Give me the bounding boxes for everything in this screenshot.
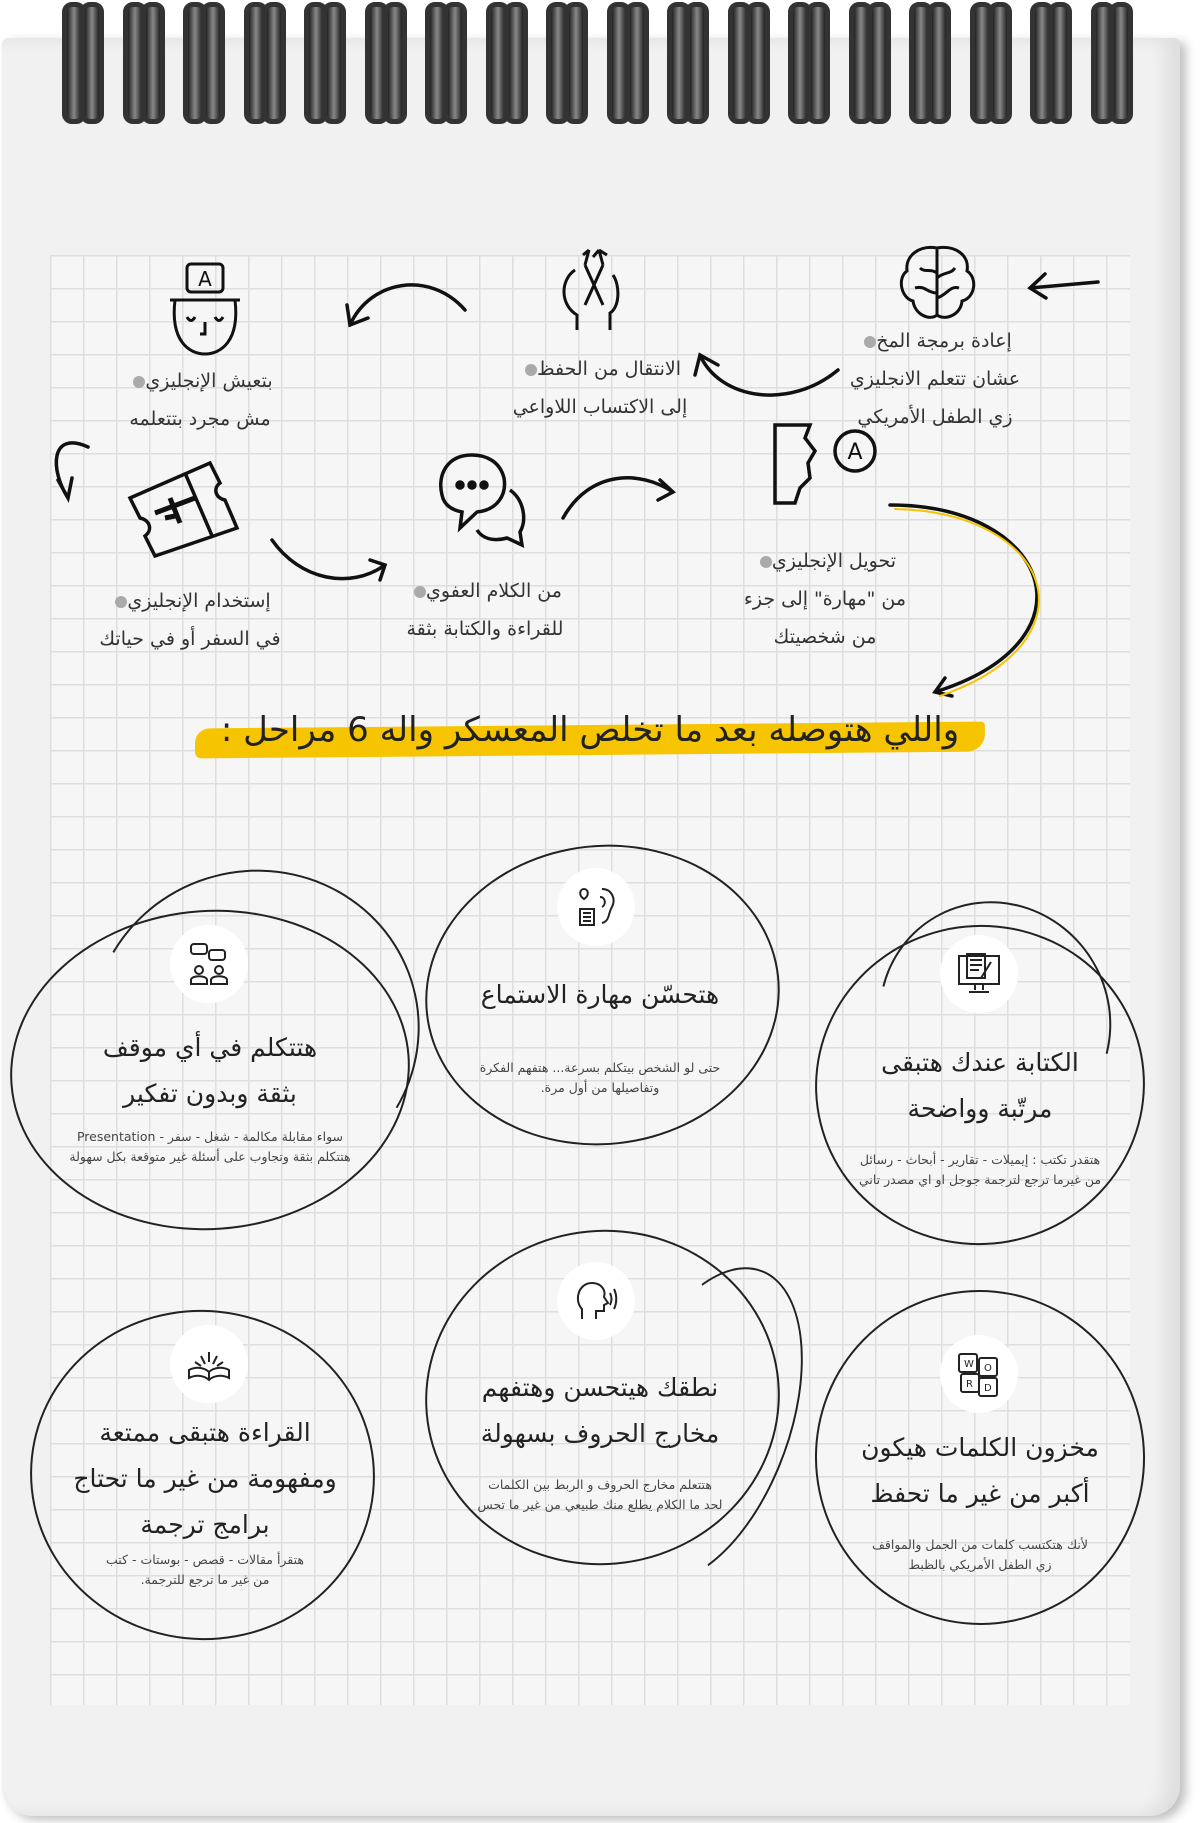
svg-text:D: D [984,1383,992,1394]
step-6-text [85,582,295,658]
brain-icon [895,243,980,323]
svg-text:O: O [984,1363,992,1374]
computer-writing-icon [940,935,1018,1013]
outcome-writing [830,1040,1130,1190]
step-5-text [380,572,590,648]
outcome-desc: حتى لو الشخص بيتكلم بسرعة... هتفهم الفكرة وتفاصيلها من أول مرة. [479,1060,721,1095]
plane-ticket-icon [125,458,245,558]
outcome-desc: لأنك هتكتسب كلمات من الجمل والمواقف زي الطفل الأمريكي بالظبط [871,1537,1088,1572]
outcome-vocabulary [830,1425,1130,1575]
outcome-title: أكبر من غير ما تحفظ [870,1479,1090,1508]
outcome-speaking [50,1025,370,1167]
step-line: عشان تتعلم الانجليزي [849,368,1021,390]
head-arrows-icon [555,245,630,330]
info-dot-icon [115,596,127,608]
outcome-desc: سواء مقابلة مكالمة - شغل - سفر - Presentation هتتكلم بثقة وتجاوب على أسئلة غير متوقعة بكل سهولة [69,1129,351,1164]
step-title: الانتقال من الحفظ [480,350,720,388]
step-line: زي الطفل الأمريكي [857,406,1013,428]
step-title: من الكلام العفوي [380,572,590,610]
arrow-4-5 [272,540,385,580]
step-title: بتعيش الإنجليزي [100,362,300,400]
outcome-title: برامج ترجمة [140,1510,270,1539]
step-title: تحويل الإنجليزي [720,542,930,580]
info-dot-icon [760,556,772,568]
outcome-desc: هتتعلم مخارج الحروف و الربط بين الكلمات لحد ما الكلام يطلع منك طبيعي من غير ما تحس [477,1477,723,1512]
headline: واللي هتوصله بعد ما تخلص المعسكر واله 6 مراحل : [220,710,960,750]
head-letter-a-icon [165,262,245,357]
outcome-title: الكتابة عندك هتبقى [881,1048,1079,1077]
step-1-text [830,322,1040,436]
step-2-text [480,350,720,426]
arrow-start [1030,274,1098,298]
step-line: للقراءة والكتابة بثقة [406,618,564,640]
step-line: من "مهارة" إلى جزء [743,588,907,610]
info-dot-icon [133,376,145,388]
conversation-people-icon [170,925,248,1003]
outcome-listening [450,972,750,1098]
outcome-title: ومفهومة من غير ما تحتاج [73,1464,337,1493]
outcome-desc: هتقرأ مقالات - قصص - بوستات - كتب من غير ما ترجع للترجمة. [105,1552,304,1587]
open-book-icon [170,1325,248,1403]
outcome-desc: هتقدر تكتب : إيميلات - تقارير - أبحاث - رسائل من غيرما ترجع لترجمة جوجل او اي مصدر تاني [858,1152,1102,1187]
step-4-text [720,542,930,656]
outcome-reading [55,1410,355,1590]
outcome-title: مرتّبة وواضحة [907,1094,1053,1123]
svg-text:A: A [847,440,863,465]
step-title: إستخدام الإنجليزي [85,582,295,620]
outcome-title: نطقك هيتحسن وهتفهم [481,1373,719,1402]
word-blocks-icon [940,1335,1018,1413]
outcome-title: مخزون الكلمات هيكون [861,1433,1099,1462]
outcome-title: مخارج الحروف بسهولة [480,1419,720,1448]
arrow-2-3 [347,285,465,325]
outcome-pronunciation [450,1365,750,1515]
arrow-5-6 [563,478,673,518]
info-dot-icon [864,336,876,348]
outcome-title: هتتكلم في أي موقف [102,1033,318,1062]
outcome-title: القراءة هتبقى ممتعة [99,1418,311,1447]
outcome-title: بثقة وبدون تفكير [123,1079,297,1108]
step-line: من شخصيتك [773,626,877,648]
svg-text:W: W [964,1359,974,1370]
step-line: مش مجرد بتتعلمه [129,408,271,430]
step-line: في السفر أو في حياتك [99,628,281,650]
info-dot-icon [414,586,426,598]
arrow-3-4 [56,443,88,498]
step-line: إلى الاكتساب اللاواعي [512,396,688,418]
outcome-title: هتحسّن مهارة الاستماع [480,980,720,1009]
speaking-head-icon [557,1262,635,1340]
info-dot-icon [525,364,537,376]
speaking-head-a-icon [770,423,880,513]
svg-text:R: R [966,1379,973,1390]
svg-text:A: A [198,267,212,291]
step-3-text [100,362,300,438]
ear-listening-icon [557,868,635,946]
step-title: إعادة برمجة المخ [830,322,1040,360]
chat-bubbles-icon [432,450,542,550]
